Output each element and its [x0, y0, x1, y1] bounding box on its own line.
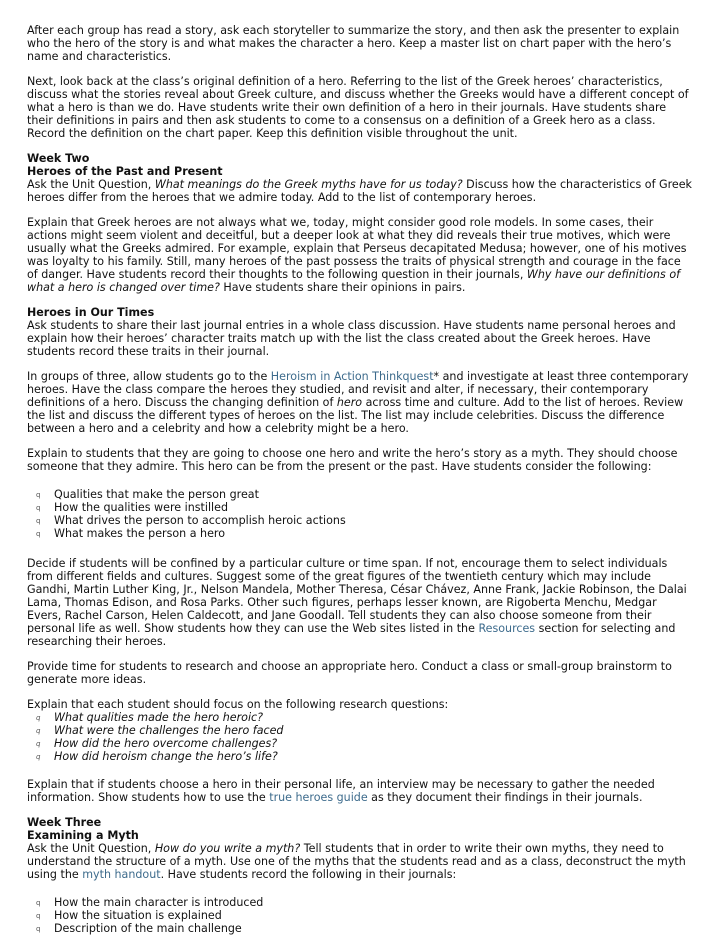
resources-link[interactable]: Resources — [478, 622, 536, 635]
list-item-text: How the qualities were instilled — [54, 501, 228, 514]
list-item — [27, 896, 692, 909]
section-heading-week-three: Week Three — [27, 816, 102, 829]
list-item — [27, 909, 692, 922]
paragraph: Explain that Greek heroes are not always what we, today, might consider good role models. In some cases, their actions might seem violent and deceitful, but a deeper look at what they did reveals their true motives, which were usually what the Greeks admired. For example, explain that Perseus decapitated Medusa; however, one of his motives was loyalty to his family. Still, many heroes of the past possess the traits of physical strength and courage in the face of danger. Have students record their thoughts to the following question in their journals, Why have our definitions of what a hero is changed over time? Have students share their opinions in pairs. — [27, 216, 687, 294]
paragraph: Ask the Unit Question, What meanings do the Greek myths have for us today? Discuss how the characteristics of Greek heroes differ from the heroes that we admire today. Add to the list of contemporary heroes. — [27, 178, 692, 204]
true-heroes-guide-link[interactable]: true heroes guide — [269, 791, 368, 804]
bullet-icon: q — [36, 491, 41, 499]
bullet-icon: q — [36, 925, 41, 933]
paragraph: Decide if students will be confined by a particular culture or time span. If not, encourage them to select individuals from different fields and cultures. Suggest some of the great figures of the twentieth century which may include Gandhi, Martin Luther King, Jr., Nelson Mandela, Mother Theresa, César Chávez, Anne Frank, Jackie Robinson, the Dalai Lama, Thomas Edison, and Rosa Parks. Other such figures, perhaps lesser known, are Rigoberta Menchu, Medgar Evers, Rachel Carson, Helen Caldecott, and Jane Goodall. Tell students they can also choose someone from their personal life as well. Show students how they can use the Web sites listed in the Resources section for selecting and researching their heroes. — [27, 557, 687, 648]
section-subheading: Examining a Myth — [27, 829, 139, 842]
bullet-icon: q — [36, 517, 41, 525]
section-heading-week-two: Week Two — [27, 152, 90, 165]
paragraph: Ask the Unit Question, How do you write a myth? Tell students that in order to write their own myths, they need to understand the structure of a myth. Use one of the myths that the students read and as a class, deconstruct the myth using the myth handout. Have students record the following in their journals: — [27, 842, 686, 881]
bullet-list — [27, 488, 692, 540]
list-item — [27, 737, 692, 750]
bullet-icon: q — [36, 714, 41, 722]
paragraph: Explain that if students choose a hero in their personal life, an interview may be necessary to gather the needed information. Show students how to use the true heroes guide as they document their findings in their journals. — [27, 778, 655, 804]
paragraph: Provide time for students to research and choose an appropriate hero. Conduct a class or small-group brainstorm to generate more ideas. — [27, 660, 672, 686]
paragraph: Ask students to share their last journal entries in a whole class discussion. Have students name personal heroes and explain how their heroes’ character traits match up with the list the class created about the Greek heroes. Have students record these traits in their journal. — [27, 319, 676, 358]
list-item — [27, 527, 692, 540]
list-item-text: What were the challenges the hero faced — [54, 724, 284, 737]
myth-handout-link[interactable]: myth handout — [82, 868, 161, 881]
list-item — [27, 501, 692, 514]
list-item-text: How the main character is introduced — [54, 896, 264, 909]
paragraph: After each group has read a story, ask each storyteller to summarize the story, and then ask the presenter to explain who the hero of the story is and what makes the character a hero. Keep a master list on chart paper with the hero’s name and characteristics. — [27, 24, 680, 63]
bullet-icon: q — [36, 753, 41, 761]
bullet-list — [27, 711, 692, 763]
list-item-text: What makes the person a hero — [54, 527, 226, 540]
section-subheading: Heroes of the Past and Present — [27, 165, 223, 178]
bullet-icon: q — [36, 740, 41, 748]
list-item — [27, 750, 692, 763]
bullet-list — [27, 896, 692, 935]
heroism-thinkquest-link[interactable]: Heroism in Action Thinkquest — [270, 370, 434, 383]
paragraph: Explain that each student should focus on the following research questions: — [27, 698, 449, 711]
bullet-icon: q — [36, 899, 41, 907]
list-item-text: Description of the main challenge — [54, 922, 242, 935]
bullet-icon: q — [36, 727, 41, 735]
list-item-text: What drives the person to accomplish heroic actions — [54, 514, 346, 527]
list-item-text: How did the hero overcome challenges? — [54, 737, 278, 750]
list-item-text: Qualities that make the person great — [54, 488, 259, 501]
list-item-text: What qualities made the hero heroic? — [54, 711, 264, 724]
section-subheading: Heroes in Our Times — [27, 306, 155, 319]
paragraph: In groups of three, allow students go to the Heroism in Action Thinkquest* and investigate at least three contemporary heroes. Have the class compare the heroes they studied, and revisit and alter, if necessary, their contemporary definitions of a hero. Discuss the changing definition of hero across time and culture. Add to the list of heroes. Review the list and discuss the different types of heroes on the list. The list may include celebrities. Discuss the difference between a hero and a celebrity and how a celebrity might be a hero. — [27, 370, 689, 435]
document-page — [27, 24, 692, 935]
list-item-text: How did heroism change the hero’s life? — [54, 750, 278, 763]
list-item — [27, 922, 692, 935]
bullet-icon: q — [36, 912, 41, 920]
list-item — [27, 514, 692, 527]
bullet-icon: q — [36, 504, 41, 512]
paragraph: Next, look back at the class’s original definition of a hero. Referring to the list of the Greek heroes’ characteristics, discuss what the stories reveal about Greek culture, and discuss whether the Greeks would have a different concept of what a hero is than we do. Have students write their own definition of a hero in their journals. Have students share their definitions in pairs and then ask students to come to a consensus on a definition of a Greek hero as a class. Record the definition on the chart paper. Keep this definition visible throughout the unit. — [27, 75, 689, 140]
list-item — [27, 724, 692, 737]
bullet-icon: q — [36, 530, 41, 538]
paragraph: Explain to students that they are going to choose one hero and write the hero’s story as a myth. They should choose someone that they admire. This hero can be from the present or the past. Have students consider the following: — [27, 447, 678, 473]
list-item-text: How the situation is explained — [54, 909, 222, 922]
list-item — [27, 488, 692, 501]
list-item — [27, 711, 692, 724]
